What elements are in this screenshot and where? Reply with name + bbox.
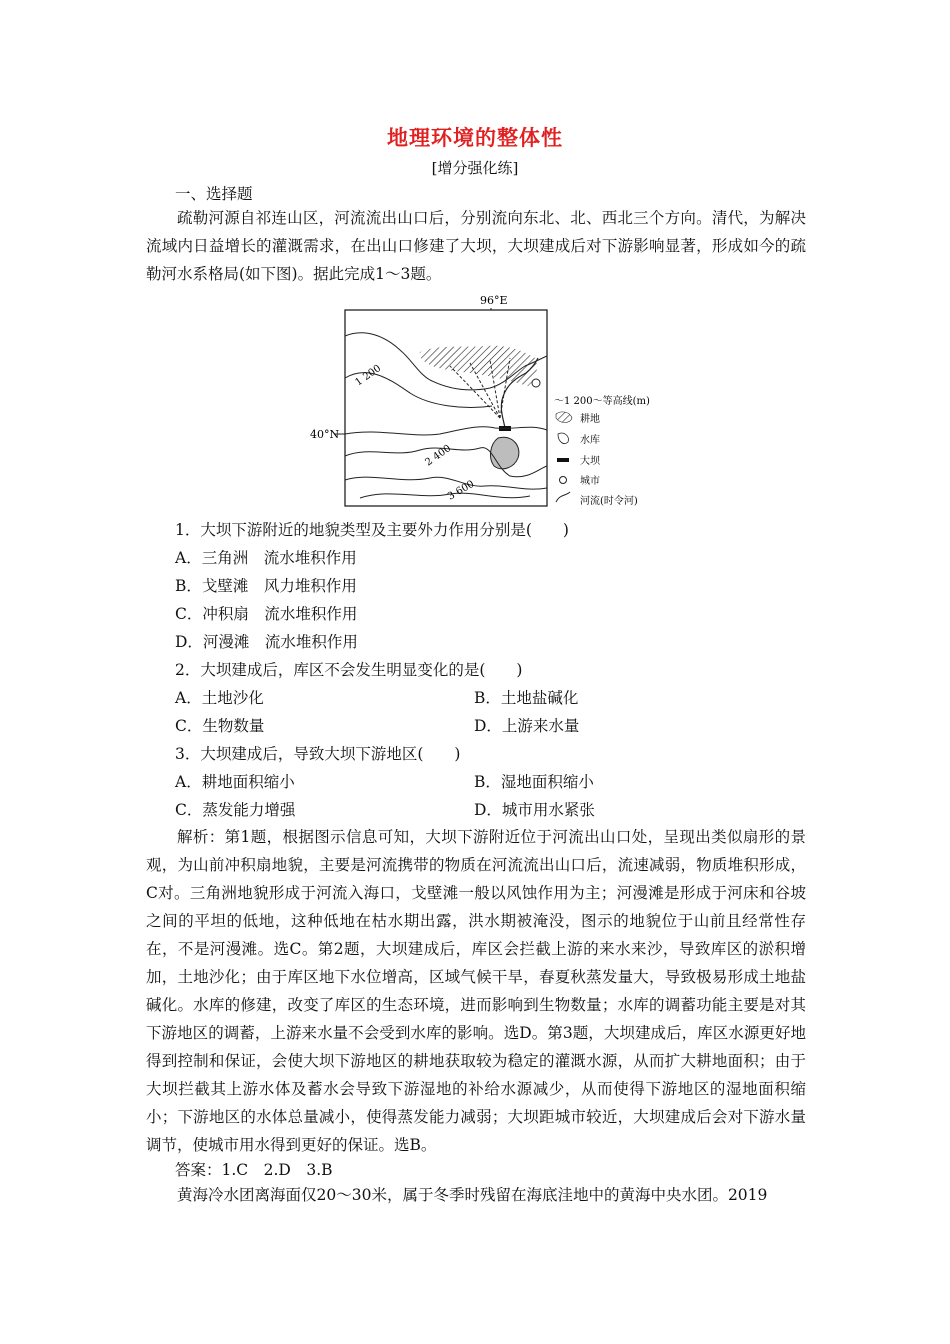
section-heading: 一、选择题 bbox=[175, 185, 253, 203]
legend-farmland-swatch bbox=[556, 412, 572, 423]
legend-city-swatch bbox=[560, 477, 567, 484]
q1-option-b: B．戈壁滩 风力堆积作用 bbox=[175, 577, 357, 595]
legend-reservoir-swatch bbox=[558, 433, 568, 443]
legend-reservoir: 水库 bbox=[580, 435, 600, 446]
question-3-stem: 3．大坝建成后，导致大坝下游地区( ) bbox=[175, 745, 461, 763]
q2-option-d: D．上游来水量 bbox=[474, 717, 580, 735]
longitude-label: 96°E bbox=[480, 294, 508, 307]
analysis-paragraph: 解析：第1题，根据图示信息可知，大坝下游附近位于河流出山口处，呈现出类似扇形的景观，为山前冲积扇地貌，主要是河流携带的物质在河流流出山口后，流速减弱，物质堆积形成，C对。三角洲地貌形成于河流入海口，戈壁滩一般以风蚀作用为主；河漫滩是形成于河床和谷坡之间的平坦的低地，这种低地在枯水期出露，洪水期被淹没，图示的地貌位于山前且经常性存在，不是河漫滩。选C。第2题，大坝建成后，库区会拦截上游的来水来沙，导致库区的淤积增加，土地沙化；由于库区地下水位增高，区域气候干旱，春夏秋蒸发量大，导致极易形成土地盐碱化。水库的修建，改变了库区的生态环境，进而影响到生物数量；水库的调蓄功能主要是对其下游地区的调蓄，上游来水量不会受到水库的影响。选D。第3题，大坝建成后，库区水源更好地得到控制和保证，会使大坝下游地区的耕地获取较为稳定的灌溉水源，从而扩大耕地面积；由于大坝拦截其上游水体及蓄水会导致下游湿地的补给水源减少，从而使得下游地区的湿地面积缩小；下游地区的水体总量减小，使得蒸发能力减弱；大坝距城市较近，大坝建成后会对下游水量调节，使城市用水得到更好的保证。选B。 bbox=[146, 828, 806, 1154]
next-question-intro: 黄海冷水团离海面仅20～30米，属于冬季时残留在海底洼地中的黄海中央水团。2019 bbox=[177, 1186, 768, 1204]
legend-contour: ～1 200～等高线(m) bbox=[554, 396, 650, 407]
q2-option-a: A．土地沙化 bbox=[175, 689, 264, 707]
contour-label-3600: 3 600 bbox=[446, 478, 477, 503]
q1-option-d: D．河漫滩 流水堆积作用 bbox=[175, 633, 358, 651]
legend-dam: 大坝 bbox=[580, 456, 600, 467]
legend-river-swatch bbox=[556, 492, 570, 502]
page-title: 地理环境的整体性 bbox=[387, 126, 563, 150]
legend-farmland: 耕地 bbox=[580, 414, 600, 425]
city-marker bbox=[532, 379, 540, 387]
q2-option-c: C．生物数量 bbox=[175, 717, 265, 735]
legend-city: 城市 bbox=[580, 476, 600, 487]
q3-option-c: C．蒸发能力增强 bbox=[175, 801, 296, 819]
legend-dam-swatch bbox=[557, 458, 569, 462]
q3-option-d: D．城市用水紧张 bbox=[474, 801, 595, 819]
page-subtitle: [增分强化练] bbox=[431, 159, 519, 177]
q1-option-a: A．三角洲 流水堆积作用 bbox=[175, 549, 357, 567]
q2-option-b: B．土地盐碱化 bbox=[474, 689, 579, 707]
question-2-stem: 2．大坝建成后，库区不会发生明显变化的是( ) bbox=[175, 661, 523, 679]
answer-line: 答案：1.C 2.D 3.B bbox=[175, 1161, 333, 1179]
map-legend bbox=[554, 394, 650, 507]
intro-paragraph: 疏勒河源自祁连山区，河流流出山口后，分别流向东北、北、西北三个方向。清代，为解决流域内日益增长的灌溉需求，在出山口修建了大坝，大坝建成后对下游影响显著，形成如今的疏勒河水系格局(如下图)。据此完成1～3题。 bbox=[146, 209, 806, 283]
q1-option-c: C．冲积扇 流水堆积作用 bbox=[175, 605, 358, 623]
q3-option-a: A．耕地面积缩小 bbox=[175, 773, 295, 791]
latitude-label: 40°N bbox=[310, 428, 340, 441]
contour-label-1200: 1 200 bbox=[353, 363, 384, 389]
q3-option-b: B．湿地面积缩小 bbox=[474, 773, 594, 791]
shule-river-map bbox=[300, 288, 700, 514]
legend-river: 河流(时令河) bbox=[580, 496, 638, 507]
reservoir bbox=[491, 437, 519, 469]
contour-label-2400: 2 400 bbox=[423, 443, 454, 469]
question-1-stem: 1．大坝下游附近的地貌类型及主要外力作用分别是( ) bbox=[175, 521, 569, 539]
